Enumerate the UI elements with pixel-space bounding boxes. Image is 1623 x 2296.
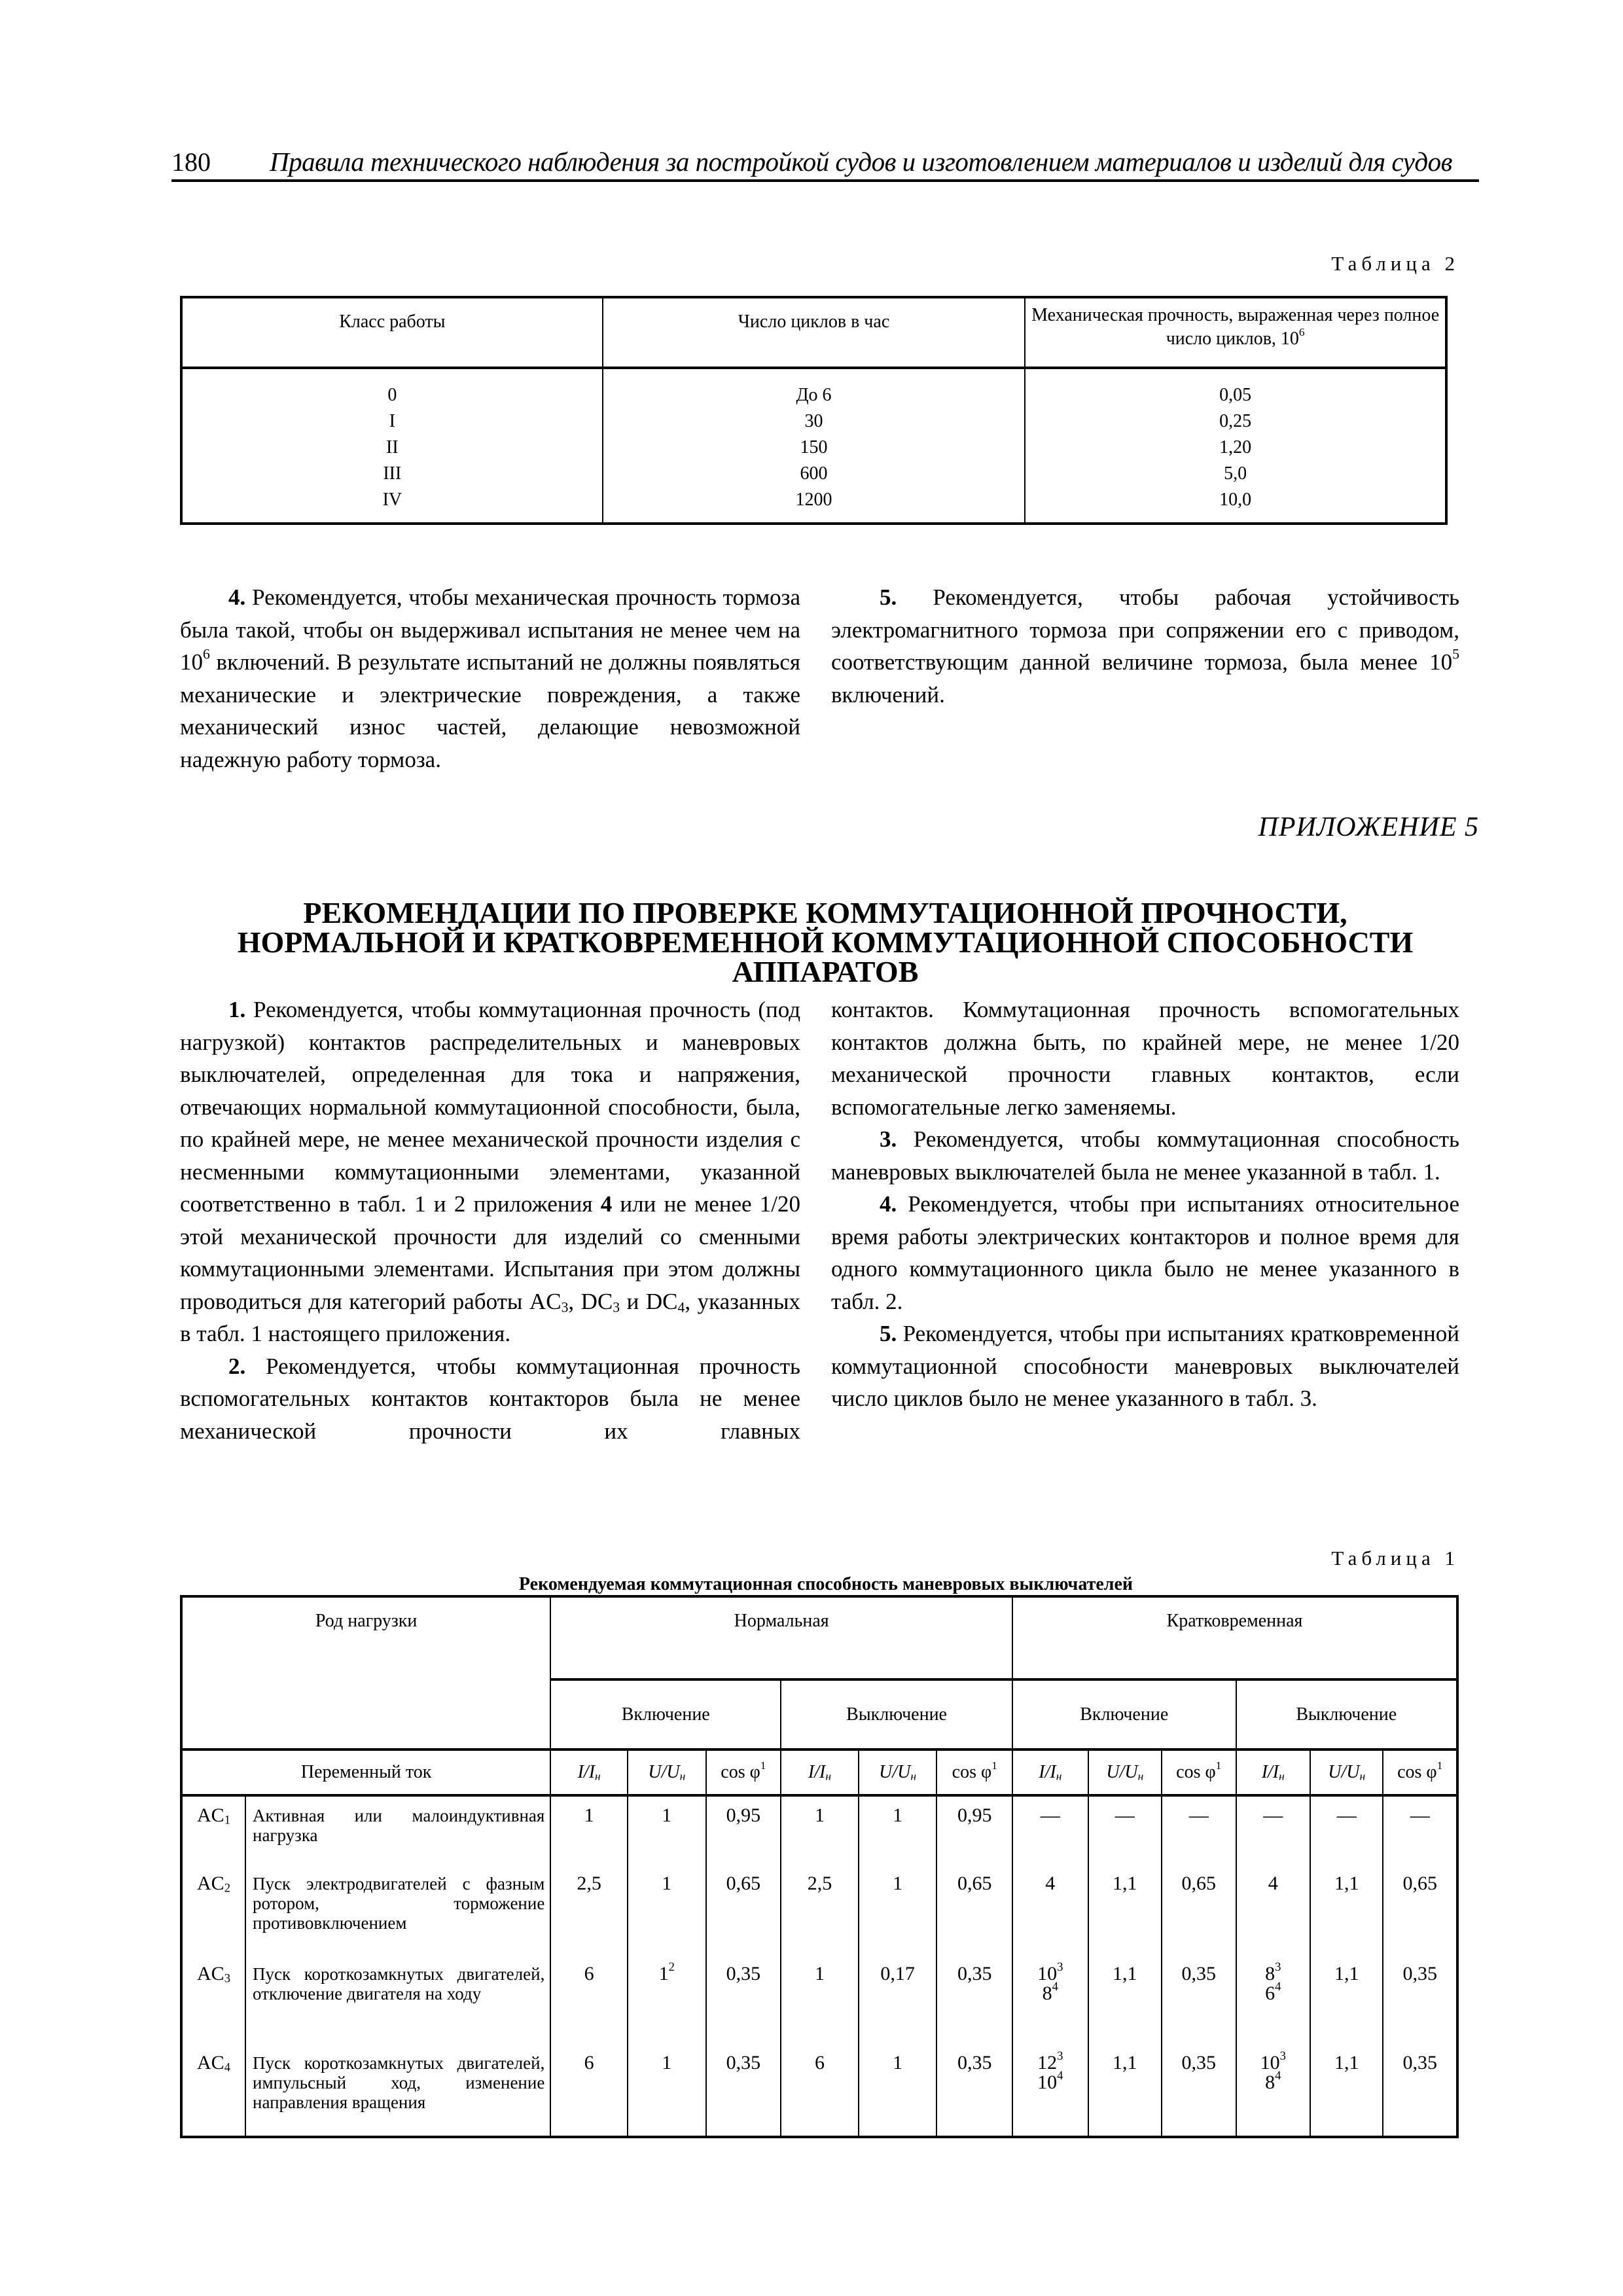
col-header-class: Класс работы bbox=[181, 297, 603, 368]
header-normal-on: Включение bbox=[550, 1679, 781, 1749]
appendix-label: ПРИЛОЖЕНИЕ 5 bbox=[1258, 812, 1479, 842]
category-code: $AC_2$ bbox=[181, 1865, 245, 1955]
paragraph-2-end: контактов. Коммутационная прочность вспомогательных контактов должна быть, по крайней мере, не менее 1/20 механической прочности главных контактов, если вспомогательные легко заменяемы. bbox=[831, 997, 1459, 1120]
header-short-time: Кратковременная bbox=[1012, 1596, 1457, 1679]
paragraph-5: 5. Рекомендуется, чтобы при испытаниях кратковременной коммутационной способности маневровых выключателей число циклов было не менее указанного в табл. 3. bbox=[831, 1321, 1459, 1411]
unit-power-factor: $\cos \varphi^1$ bbox=[1383, 1749, 1457, 1795]
category-code: $AC_3$ bbox=[181, 1955, 245, 2044]
col-header-cycles: Число циклов в час bbox=[603, 297, 1026, 368]
paragraph-4: 4. Рекомендуется, чтобы при испытаниях относительное время работы электрических контакторов и полное время для одного коммутационного цикла было не менее указанного в табл. 2. bbox=[831, 1191, 1459, 1314]
unit-voltage-ratio: $U/U_н$ bbox=[1088, 1749, 1162, 1795]
running-header bbox=[171, 145, 1479, 182]
strength-cells: 0,05 0,25 1,20 5,0 10,0 bbox=[1025, 368, 1446, 524]
table-row-ac3: $AC_3$ Пуск короткозамкнутых двигателей, отключение двигателя на ходу 6 $1^2$ 0,35 1 0,17 0,35 $10^3$ $8^4$ 1,1 0,35 $8^3$ $6^4$ 1,1 0,35 bbox=[181, 1955, 1457, 2044]
col-header-strength: Механическая прочность, выраженная через полное число циклов, $10^6$ bbox=[1025, 297, 1446, 368]
unit-power-factor: $\cos \varphi^1$ bbox=[936, 1749, 1012, 1795]
unit-power-factor: $\cos \varphi^1$ bbox=[1162, 1749, 1236, 1795]
unit-power-factor: $\cos \varphi^1$ bbox=[706, 1749, 781, 1795]
unit-voltage-ratio: $U/U_н$ bbox=[1310, 1749, 1383, 1795]
category-code: $AC_4$ bbox=[181, 2044, 245, 2137]
body-right-column bbox=[831, 994, 1459, 1415]
header-load-type: Род нагрузки bbox=[181, 1596, 550, 1749]
unit-voltage-ratio: $U/U_н$ bbox=[628, 1749, 706, 1795]
unit-current-ratio: $I/I_н$ bbox=[550, 1749, 628, 1795]
table-2 bbox=[180, 296, 1448, 525]
running-title: Правила технического наблюдения за постройкой судов и изготовлением материалов и изделий для судов bbox=[270, 147, 1452, 177]
table1-label: Таблица 1 bbox=[1331, 1547, 1459, 1570]
cycles-cells: До 6 30 150 600 1200 bbox=[603, 368, 1026, 524]
paragraph-2-start: 2. Рекомендуется, чтобы коммутационная прочность вспомогательных контактов контакторов была не менее механической прочности их главных bbox=[180, 1353, 800, 1444]
unit-current-ratio: $I/I_н$ bbox=[1236, 1749, 1310, 1795]
category-description: Пуск короткозамкнутых двигателей, отключение двигателя на ходу bbox=[245, 1955, 550, 2044]
unit-current-ratio: $I/I_н$ bbox=[781, 1749, 859, 1795]
class-cells: 0 I II III IV bbox=[181, 368, 603, 524]
header-normal-off: Выключение bbox=[781, 1679, 1012, 1749]
table-1 bbox=[180, 1595, 1459, 2138]
page-number: 180 bbox=[171, 147, 211, 177]
header-short-on: Включение bbox=[1012, 1679, 1236, 1749]
paragraph-1: 1. Рекомендуется, чтобы коммутационная прочность (под нагрузкой) контактов распределительных и маневровых выключателей, определенная для тока и напряжения, отвечающих нормальной коммутационной способности, была, по крайней мере, не менее механической прочности изделия с несменными коммутационными элементами, указанной соответственно в табл. 1 и 2 приложения 4 или не менее 1/20 этой механической прочности для изделий со сменными коммутационными элементами. Испытания при этом должны проводиться для категорий работы $AC_3$, $DC_3$ и $DC_4$, указанных в табл. 1 настоящего приложения. bbox=[180, 997, 800, 1346]
table2-label: Таблица 2 bbox=[1331, 252, 1459, 275]
unit-voltage-ratio: $U/U_н$ bbox=[859, 1749, 937, 1795]
category-code: $AC_1$ bbox=[181, 1795, 245, 1865]
paragraph-brake-strength: 4. Рекомендуется, чтобы механическая прочность тормоза была такой, чтобы он выдерживал испытания не менее чем на $10^6$ включений. В результате испытаний не должны появляться механические и электрические повреждения, а также механический износ частей, делающие невозможной надежную работу тормоза. bbox=[180, 584, 800, 772]
header-ac: Переменный ток bbox=[181, 1749, 550, 1795]
table1-caption: Рекомендуемая коммутационная способность маневровых выключателей bbox=[518, 1574, 1133, 1594]
table-row bbox=[181, 368, 1446, 524]
category-description: Пуск короткозамкнутых двигателей, импульсный ход, изменение направления вращения bbox=[245, 2044, 550, 2137]
table-row-ac1: $AC_1$ Активная или малоиндуктивная нагрузка 1 1 0,95 1 1 0,95 — — — — — — bbox=[181, 1795, 1457, 1865]
category-description: Пуск электродвигателей с фазным ротором, торможение противовключением bbox=[245, 1865, 550, 1955]
category-description: Активная или малоиндуктивная нагрузка bbox=[245, 1795, 550, 1865]
header-normal: Нормальная bbox=[550, 1596, 1012, 1679]
body-left-column bbox=[180, 994, 800, 1447]
appendix-title: РЕКОМЕНДАЦИИ ПО ПРОВЕРКЕ КОММУТАЦИОННОЙ ПРОЧНОСТИ, НОРМАЛЬНОЙ И КРАТКОВРЕМЕННОЙ КОММУТАЦИОННОЙ СПОСОБНОСТИ АППАРАТОВ bbox=[237, 896, 1414, 988]
table-row-ac4: $AC_4$ Пуск короткозамкнутых двигателей, импульсный ход, изменение направления вращения 6 1 0,35 6 1 0,35 $12^3$ $10^4$ 1,1 0,35 $10^3$ $8^4$ 1,1 0,35 bbox=[181, 2044, 1457, 2137]
paragraph-brake-stability: 5. Рекомендуется, чтобы рабочая устойчивость электромагнитного тормоза при сопряжении его с приводом, соответствующим данной величине тормоза, была менее $10^5$ включений. bbox=[831, 584, 1459, 708]
unit-current-ratio: $I/I_н$ bbox=[1012, 1749, 1088, 1795]
table-row-ac2: $AC_2$ Пуск электродвигателей с фазным ротором, торможение противовключением 2,5 1 0,65 2,5 1 0,65 4 1,1 0,65 4 1,1 0,65 bbox=[181, 1865, 1457, 1955]
paragraph-3: 3. Рекомендуется, чтобы коммутационная способность маневровых выключателей была не менее указанной в табл. 1. bbox=[831, 1126, 1459, 1185]
header-short-off: Выключение bbox=[1236, 1679, 1458, 1749]
